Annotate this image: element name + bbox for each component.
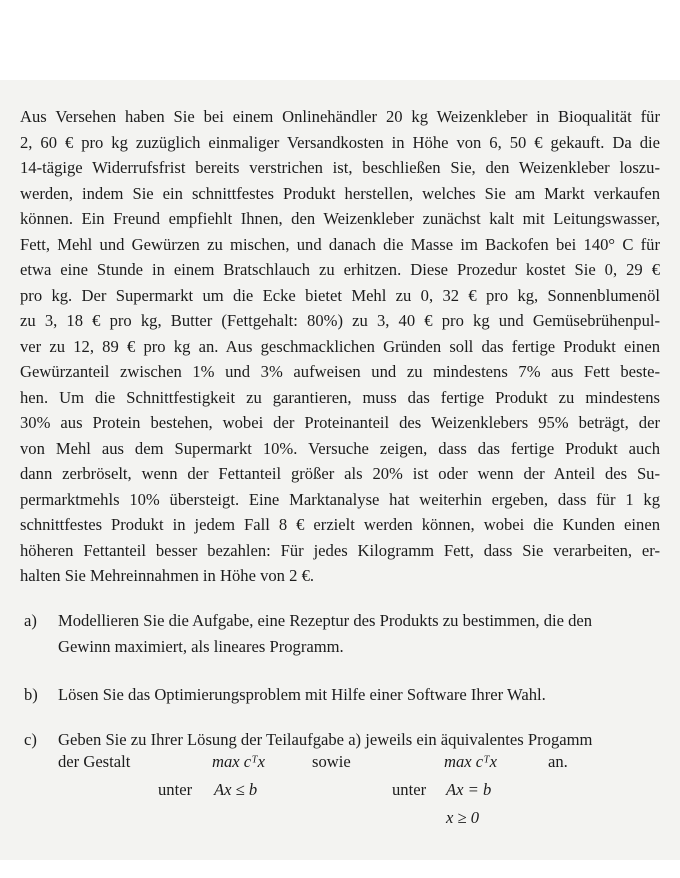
task-a-text-line2: Gewinn maximiert, als lineares Programm. [58, 636, 344, 656]
paragraph-line: schnittfestes Produkt in jedem Fall 8 € erzielt werden können, wobei die Kunden einen [20, 515, 660, 534]
task-c-label: c) [24, 730, 37, 749]
unter-text-form1: unter [158, 780, 193, 799]
task-c [24, 727, 680, 753]
paragraph-line: etwa eine Stunde in einem Bratschlauch zu erhitzen. Diese Prozedur kostet Sie 0, 29 € [20, 260, 660, 279]
paragraph-line: ver zu 12, 89 € pro kg an. Aus geschmacklichen Gründen soll das fertige Produkt einen [20, 336, 660, 356]
form1-constraint: Ax ≤ b [214, 780, 258, 799]
paragraph-line: Aus Versehen haben Sie bei einem Onlinehändler 20 kg Weizenkleber in Bioqualität für [20, 107, 660, 126]
an-text: an. [548, 752, 568, 771]
paragraph-line: Gewürzanteil zwischen 1% und 3% aufweisen und zu mindestens 7% aus Fett beste- [20, 362, 660, 381]
paragraph-line: höheren Fettanteil besser bezahlen: Für jedes Kilogramm Fett, dass Sie verarbeiten, er- [20, 540, 660, 560]
exercise-sheet [0, 80, 680, 860]
paragraph-line: 30% aus Protein bestehen, wobei der Proteinanteil des Weizenklebers 95% beträgt, der [20, 413, 660, 432]
task-b [24, 682, 546, 708]
paragraph-line: werden, indem Sie ein schnittfestes Produkt herstellen, welches Sie am Markt verkaufen [20, 183, 660, 203]
der-gestalt-text: der Gestalt [58, 752, 131, 771]
paragraph-line: halten Sie Mehreinnahmen in Höhe von 2 €. [20, 566, 315, 585]
problem-description [20, 104, 660, 589]
form1-objective: max cᵀx [212, 752, 265, 771]
sowie-text: sowie [312, 752, 351, 771]
form2-objective: max cᵀx [444, 752, 497, 771]
task-b-text: Lösen Sie das Optimierungsproblem mit Hilfe einer Software Ihrer Wahl. [58, 685, 546, 704]
task-a-text-line1: Modellieren Sie die Aufgabe, eine Rezeptur des Produkts zu bestimmen, die den [58, 611, 593, 630]
paragraph-line: dann zerbröselt, wenn der Fettanteil größer als 20% ist oder wenn der Anteil des Su- [20, 464, 660, 483]
unter-text-form2: unter [392, 780, 427, 799]
paragraph-line: können. Ein Freund empfiehlt Ihnen, den Weizenkleber zunächst kalt mit Leitungswasser, [20, 209, 660, 228]
task-a [24, 608, 592, 659]
paragraph-line: permarktmehls 10% übersteigt. Eine Marktanalyse hat weiterhin ergeben, dass für 1 kg [20, 489, 660, 509]
paragraph-line: hen. Um die Schnittfestigkeit zu garantieren, muss das fertige Produkt zu mindestens [20, 387, 660, 407]
form2-constraint: Ax = b [446, 780, 492, 799]
task-b-label: b) [24, 685, 38, 704]
paragraph-line: 14-tägige Widerrufsfrist bereits verstrichen ist, beschließen Sie, den Weizenkleber loszu- [20, 158, 660, 177]
paragraph-line: Fett, Mehl und Gewürzen zu mischen, und danach die Masse im Backofen bei 140° C für [20, 234, 660, 254]
paragraph-line: 2, 60 € pro kg zuzüglich einmaliger Versandkosten in Höhe von 6, 50 € gekauft. Da die [20, 132, 660, 152]
form2-nonnegativity: x ≥ 0 [446, 808, 480, 827]
paragraph-line: pro kg. Der Supermarkt um die Ecke bietet Mehl zu 0, 32 € pro kg, Sonnenblumenöl [20, 285, 660, 305]
paragraph-line: von Mehl aus dem Supermarkt 10%. Versuche zeigen, dass das fertige Produkt auch [20, 438, 660, 458]
task-c-text-line1: Geben Sie zu Ihrer Lösung der Teilaufgabe a) jeweils ein äquivalentes Progamm [58, 730, 593, 749]
paragraph-line: zu 3, 18 € pro kg, Butter (Fettgehalt: 80%) zu 3, 40 € pro kg und Gemüsebrühenpul- [20, 311, 660, 330]
task-a-label: a) [24, 611, 37, 630]
